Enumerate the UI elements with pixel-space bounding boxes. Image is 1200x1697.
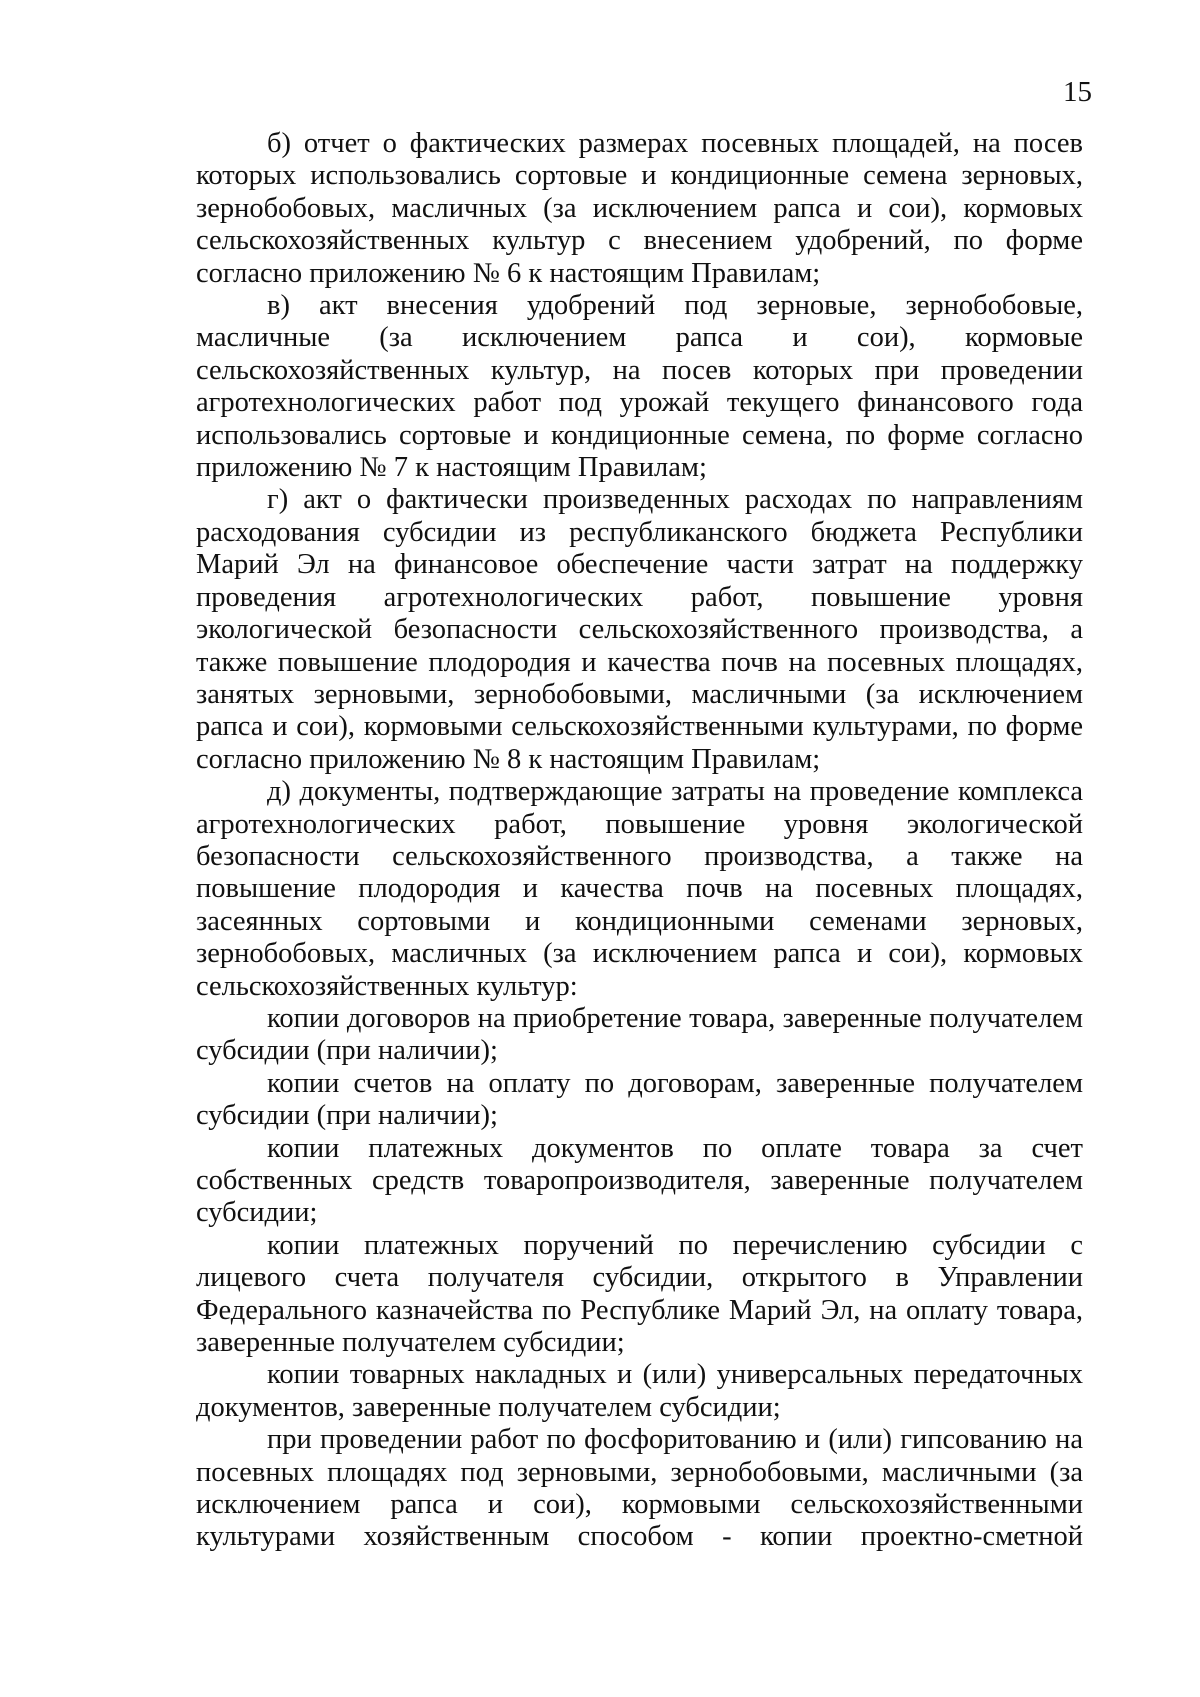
list-item-waybill-copies: копии товарных накладных и (или) универсальных передаточных документов, заверенные получателем субсидии; — [196, 1359, 1083, 1423]
paragraph-b-sown-area-report: б) отчет о фактических размерах посевных площадей, на посев которых использовались сортовые и кондиционные семена зерновых, зернобобовых, масличных (за исключением рапса и сои), кормовых сельскохозяйственных культур с внесением удобрений, по форме согласно приложению № 6 к настоящим Правилам; — [196, 128, 1083, 289]
paragraph-phosphoritization-works: при проведении работ по фосфоритованию и (или) гипсованию на посевных площадях под зерновыми, зернобобовыми, масличными (за исключением рапса и сои), кормовыми сельскохозяйственными культурами хозяйственным способом - копии проектно-сметной — [196, 1424, 1083, 1553]
list-item-payment-order-copies: копии платежных поручений по перечислению субсидии с лицевого счета получателя субсидии, открытого в Управлении Федерального казначейства по Республике Марий Эл, на оплату товара, заверенные получателем субсидии; — [196, 1229, 1083, 1359]
paragraph-v-fertilizer-act: в) акт внесения удобрений под зерновые, зернобобовые, масличные (за исключением рапса и сои), кормовые сельскохозяйственных культур, на посев которых при проведении агротехнологических работ под урожай текущего финансового года использовались сортовые и кондиционные семена, по форме согласно приложению № 7 к настоящим Правилам; — [196, 290, 1083, 484]
paragraph-g-expenses-act: г) акт о фактически произведенных расходах по направлениям расходования субсидии из республиканского бюджета Республики Марий Эл на финансовое обеспечение части затрат на поддержку проведения агротехнологических работ, повышение уровня экологической безопасности сельскохозяйственного производства, а также повышение плодородия и качества почв на посевных площадях, занятых зерновыми, зернобобовыми, масличными (за исключением рапса и сои), кормовыми сельскохозяйственными культурами, по форме согласно приложению № 8 к настоящим Правилам; — [196, 484, 1083, 775]
paragraph-d-supporting-documents: д) документы, подтверждающие затраты на проведение комплекса агротехнологических работ, повышение уровня экологической безопасности сельскохозяйственного производства, а также на повышение плодородия и качества почв на посевных площадях, засеянных сортовыми и кондиционными семенами зерновых, зернобобовых, масличных (за исключением рапса и сои), кормовых сельскохозяйственных культур: — [196, 776, 1083, 1002]
document-body — [196, 128, 1083, 1554]
list-item-payment-document-copies: копии платежных документов по оплате товара за счет собственных средств товаропроизводителя, заверенные получателем субсидии; — [196, 1132, 1083, 1229]
list-item-contract-copies: копии договоров на приобретение товара, заверенные получателем субсидии (при наличии); — [196, 1002, 1083, 1067]
list-item-invoice-copies: копии счетов на оплату по договорам, заверенные получателем субсидии (при наличии); — [196, 1067, 1083, 1132]
page-number: 15 — [1063, 76, 1092, 108]
